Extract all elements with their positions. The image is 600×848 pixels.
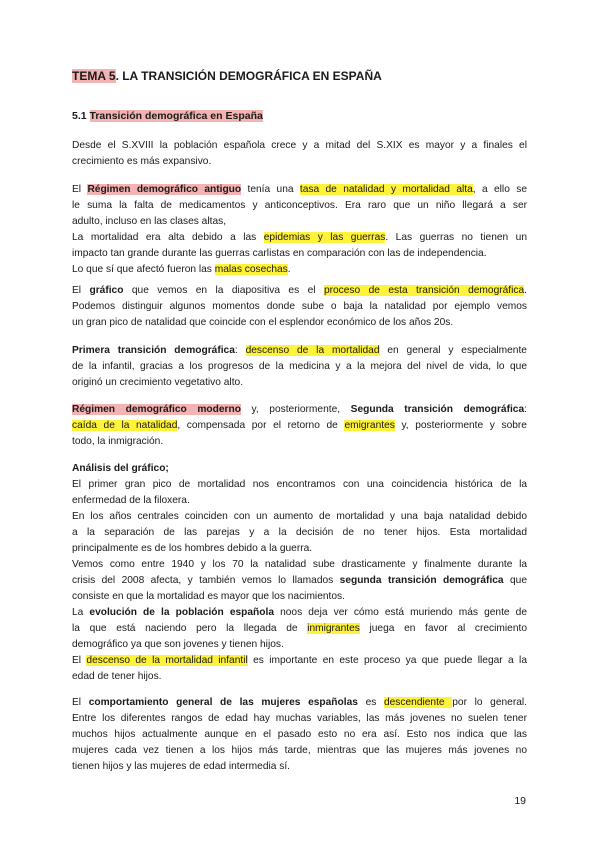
section-heading xyxy=(72,108,527,124)
text-line: impacto tan grande durante las guerras carlistas en comparación con las de independencia. xyxy=(72,248,487,259)
text-line: un gran pico de natalidad que coincide con el esplendor económico de los años 20s. xyxy=(72,317,454,328)
text-line: edad de tener hijos. xyxy=(72,671,162,682)
text-line: Lo que sí que afectó fueron las malas cosechas. xyxy=(72,264,291,275)
text-line: La evolución de la población española noos deja ver cómo está muriendo más gente de xyxy=(72,607,527,618)
text-line: Desde el S.XVIII la población española crece y a mitad del S.XIX es mayor y a finales el xyxy=(72,140,527,151)
text-line: principalmente es de los hombres debido a la guerra. xyxy=(72,543,313,554)
text-line: Podemos distinguir algunos momentos donde sube o baja la natalidad por ejemplo vemos xyxy=(72,301,527,312)
text-line: crisis del 2008 afecta, y también vemos lo llamados segunda transición demográfica que xyxy=(72,575,528,586)
text-line: enfermedad de la filoxera. xyxy=(72,495,190,506)
text-line: El descenso de la mortalidad infantil es importante en este proceso ya que puede llegar a la xyxy=(72,655,527,666)
paragraph-population-evolution xyxy=(72,605,527,685)
paragraph-modern-regime xyxy=(72,402,527,450)
text-line: tienen hijos y las mujeres de edad intermedia sí. xyxy=(72,761,291,772)
text-line: de la infantil, gracias a los progresos de la medicina y a la mejora del nivel de vida, lo que xyxy=(72,361,527,372)
text-line: caída de la natalidad, compensada por el retorno de emigrantes y, posteriormente y sobre xyxy=(72,420,527,431)
paragraph-women-behaviour xyxy=(72,695,527,775)
text-line: adulto, incluso en las clases altas, xyxy=(72,216,227,227)
text-line: Primera transición demográfica: descenso de la mortalidad en general y especialmente xyxy=(72,345,527,356)
section-number: 5.1 xyxy=(72,110,90,122)
paragraph-intro xyxy=(72,138,527,170)
text-line: le suma la falta de medicamentos y anticonceptivos. Era raro que un niño llegará a ser xyxy=(72,200,527,211)
title-tag: TEMA 5 xyxy=(72,69,116,83)
text-line: La mortalidad era alta debido a las epidemias y las guerras. Las guerras no tienen un xyxy=(72,232,528,243)
analysis-heading: Análisis del gráfico; xyxy=(72,463,169,474)
text-line: muchos hijos actualmente aunque en el pasado esto no era así. Esto nos indica que las xyxy=(72,729,527,740)
text-line: El comportamiento general de las mujeres españolas es descendiente por lo general. xyxy=(72,697,527,708)
page-title xyxy=(72,68,527,84)
text-line: demográfico ya que son jovenes y tienen hijos. xyxy=(72,639,284,650)
text-line: Régimen demográfico moderno y, posteriormente, Segunda transición demográfica: xyxy=(72,404,527,415)
text-line: todo, la inmigración. xyxy=(72,436,164,447)
paragraph-first-transition xyxy=(72,343,527,391)
text-line: El Régimen demográfico antiguo tenía una tasa de natalidad y mortalidad alta, a ello se xyxy=(72,184,527,195)
text-line: mujeres cada vez tienen a los hijos más tarde, mientras que las mujeres más jovenes no xyxy=(72,745,527,756)
text-line: crecimiento es más expansivo. xyxy=(72,156,212,167)
text-line: a la separación de las parejas y a la decisión de no tener hijos. Esta mortalidad xyxy=(72,527,527,538)
text-line: Vemos como entre 1940 y los 70 la natalidad sube drasticamente y finalmente durante la xyxy=(72,559,527,570)
text-line: originó un crecimiento vegetativo alto. xyxy=(72,377,244,388)
text-line: En los años centrales coinciden con un aumento de mortalidad y una baja natalidad debido xyxy=(72,511,527,522)
paragraph-graph-analysis xyxy=(72,461,527,605)
title-text: . LA TRANSICIÓN DEMOGRÁFICA EN ESPAÑA xyxy=(115,69,382,83)
paragraph-old-regime xyxy=(72,182,527,278)
text-line: Entre los diferentes rangos de edad hay muchas variables, las más jovenes no suelen tener xyxy=(72,713,527,724)
text-line: consiste en que la mortalidad es mayor que los nacimientos. xyxy=(72,591,345,602)
section-label: Transición demográfica en España xyxy=(89,110,263,122)
page-number: 19 xyxy=(514,795,526,807)
paragraph-graph xyxy=(72,283,527,331)
text-line: la que está naciendo pero la llegada de inmigrantes juega en favor al crecimiento xyxy=(72,623,527,634)
text-line: El primer gran pico de mortalidad nos encontramos con una coincidencia histórica de la xyxy=(72,479,527,490)
text-line: El gráfico que vemos en la diapositiva es el proceso de esta transición demográfica. xyxy=(72,285,527,296)
